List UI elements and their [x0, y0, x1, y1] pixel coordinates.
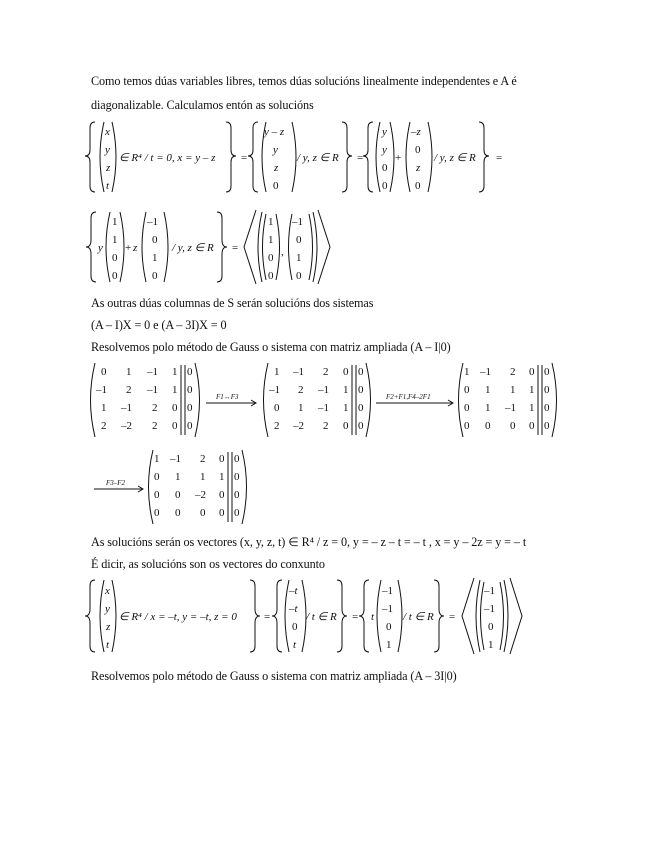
matrix-entry: 1 — [200, 471, 206, 483]
matrix-entry: 1 — [510, 384, 516, 396]
matrix-bracket — [263, 214, 267, 280]
row-operation-label: F2+F1,F4–2F1 — [386, 393, 431, 401]
vector-entry: x — [105, 585, 110, 597]
matrix-entry: 0 — [219, 453, 225, 465]
vector-entry: 1 — [112, 216, 118, 228]
matrix-bracket — [292, 122, 296, 192]
matrix-entry: 0 — [358, 420, 364, 432]
vector-entry: 1 — [268, 234, 274, 246]
vector-entry: 0 — [386, 621, 392, 633]
matrix-entry: 0 — [187, 420, 193, 432]
vector-entry: 0 — [268, 270, 274, 282]
vector-entry: –1 — [484, 603, 495, 615]
set-brace-open — [248, 122, 258, 192]
paragraph-set-of-vectors: É dicir, as solucións son os vectores do conxunto — [91, 557, 325, 571]
set-condition: / t ∈ R — [403, 611, 434, 623]
matrix-entry: –2 — [293, 420, 304, 432]
set-brace-close — [217, 212, 227, 282]
matrix-bracket — [106, 212, 110, 282]
matrix-bracket — [377, 580, 381, 652]
plus-sign: + — [125, 242, 132, 254]
matrix-entry: 2 — [510, 366, 516, 378]
coefficient: t — [371, 611, 375, 623]
vector-entry: 0 — [268, 252, 274, 264]
set-condition: / t ∈ R — [306, 611, 337, 623]
matrix-entry: 2 — [323, 366, 329, 378]
matrix-entry: 0 — [464, 420, 470, 432]
matrix-entry: 0 — [154, 507, 160, 519]
vector-entry: 0 — [152, 270, 158, 282]
coefficient: y — [98, 242, 103, 254]
vector-entry: t — [106, 639, 110, 651]
gauss-elimination-row-1 — [91, 363, 557, 437]
matrix-entry: 0 — [544, 384, 550, 396]
matrix-entry: 0 — [234, 507, 240, 519]
matrix-bracket — [195, 363, 200, 437]
set-brace-open — [85, 580, 95, 652]
matrix-entry: 0 — [154, 489, 160, 501]
matrix-entry: 0 — [234, 489, 240, 501]
vector-entry: 1 — [268, 216, 274, 228]
angle-bracket-open — [462, 578, 474, 654]
vector-entry: 0 — [112, 252, 118, 264]
matrix-bracket — [390, 122, 394, 192]
matrix-entry: 1 — [343, 402, 349, 414]
set-condition: / y, z ∈ R — [172, 242, 214, 254]
vector-entry: –t — [289, 603, 298, 615]
equation-solution-set-lambda3 — [85, 122, 502, 192]
matrix-bracket — [406, 122, 410, 192]
row-operation-label: F1↔F3 — [216, 393, 239, 401]
equation-basis-span — [86, 210, 330, 284]
matrix-entry: 0 — [464, 384, 470, 396]
matrix-entry: 0 — [529, 420, 535, 432]
set-brace-close — [479, 122, 489, 192]
matrix-entry: –1 — [121, 402, 132, 414]
matrix-entry: 2 — [200, 453, 206, 465]
set-brace-close — [342, 122, 352, 192]
matrix-entry: 1 — [172, 384, 178, 396]
paragraph-free-variables: Como temos dúas variables libres, temos dúas solucións linealmente independentes e A é — [91, 74, 517, 88]
set-brace-close — [337, 580, 347, 652]
matrix-entry: 0 — [234, 453, 240, 465]
vector-entry: y — [105, 144, 110, 156]
angle-bracket-close — [318, 210, 330, 284]
set-brace-open — [363, 122, 373, 192]
matrix-entry: 1 — [529, 384, 535, 396]
matrix-entry: –1 — [147, 366, 158, 378]
vector-entry: 0 — [292, 621, 298, 633]
equation-solution-set-lambda1 — [85, 578, 522, 654]
matrix-bracket — [142, 212, 146, 282]
paragraph-other-columns: As outras dúas columnas de S serán solucións dos sistemas — [91, 296, 374, 310]
matrix-bracket — [476, 580, 480, 652]
vector-entry: 0 — [488, 621, 494, 633]
vector-entry: y — [382, 126, 387, 138]
set-condition: / y, z ∈ R — [434, 152, 476, 164]
matrix-entry: 1 — [126, 366, 132, 378]
matrix-bracket — [149, 450, 154, 524]
set-brace-close — [250, 580, 260, 652]
matrix-bracket — [428, 122, 432, 192]
matrix-entry: 2 — [323, 420, 329, 432]
matrix-entry: 0 — [187, 402, 193, 414]
matrix-bracket — [100, 122, 104, 192]
matrix-entry: 2 — [152, 402, 158, 414]
matrix-entry: 0 — [358, 384, 364, 396]
matrix-entry: 1 — [219, 471, 225, 483]
vector-entry: 0 — [152, 234, 158, 246]
vector-entry: 0 — [112, 270, 118, 282]
comma-separator: , — [281, 246, 284, 258]
matrix-bracket — [313, 212, 317, 282]
matrix-bracket — [242, 450, 247, 524]
set-brace-open — [86, 212, 96, 282]
equals-sign: = — [449, 611, 456, 623]
matrix-bracket — [500, 582, 504, 650]
vector-entry: –1 — [484, 585, 495, 597]
matrix-bracket — [376, 122, 380, 192]
matrix-bracket — [459, 363, 464, 437]
matrix-entry: 0 — [101, 366, 107, 378]
gauss-elimination-row-2 — [94, 450, 247, 524]
equals-sign: = — [352, 611, 359, 623]
matrix-entry: 1 — [343, 384, 349, 396]
vector-entry: 0 — [296, 234, 302, 246]
matrix-entry: –1 — [96, 384, 107, 396]
matrix-entry: 0 — [175, 507, 181, 519]
coefficient: z — [133, 242, 138, 254]
vector-entry: –1 — [382, 585, 393, 597]
matrix-entry: 1 — [485, 384, 491, 396]
matrix-entry: –1 — [293, 366, 304, 378]
set-condition: / y, z ∈ R — [297, 152, 339, 164]
vector-entry: 0 — [296, 270, 302, 282]
matrix-entry: 2 — [152, 420, 158, 432]
matrix-entry: –1 — [480, 366, 491, 378]
angle-bracket-open — [244, 210, 256, 284]
matrix-entry: 0 — [343, 366, 349, 378]
matrix-entry: –2 — [121, 420, 132, 432]
matrix-entry: –1 — [170, 453, 181, 465]
matrix-entry: –2 — [195, 489, 206, 501]
matrix-entry: 2 — [101, 420, 107, 432]
paragraph-diagonalizable: diagonalizable. Calculamos entón as solucións — [91, 98, 314, 112]
vector-entry: 1 — [386, 639, 392, 651]
matrix-entry: 0 — [358, 402, 364, 414]
vector-entry: –1 — [147, 216, 158, 228]
vector-entry: 1 — [112, 234, 118, 246]
row-operation-label: F3–F2 — [106, 479, 126, 487]
matrix-entry: 0 — [544, 420, 550, 432]
matrix-entry: –1 — [318, 384, 329, 396]
vector-entry: t — [293, 639, 297, 651]
matrix-entry: 1 — [464, 366, 470, 378]
paragraph-gauss-a-minus-i: Resolvemos polo método de Gauss o sistema con matriz ampliada (A – I|0) — [91, 340, 451, 354]
matrix-bracket — [100, 580, 104, 652]
matrix-entry: 0 — [510, 420, 516, 432]
vector-entry: 0 — [273, 180, 279, 192]
matrix-bracket — [552, 363, 557, 437]
set-brace-close — [434, 580, 444, 652]
matrix-entry: 0 — [219, 507, 225, 519]
plus-sign: + — [395, 152, 402, 164]
vector-entry: 0 — [382, 162, 388, 174]
matrix-entry: 0 — [172, 420, 178, 432]
equals-sign: = — [357, 152, 364, 164]
matrix-bracket — [120, 212, 124, 282]
matrix-entry: –1 — [505, 402, 516, 414]
vector-entry: z — [274, 162, 279, 174]
matrix-bracket — [258, 212, 262, 282]
equals-sign: = — [264, 611, 271, 623]
matrix-entry: 0 — [274, 402, 280, 414]
matrix-bracket — [112, 580, 116, 652]
matrix-entry: 0 — [154, 471, 160, 483]
vector-entry: –t — [289, 585, 298, 597]
vector-entry: z — [106, 162, 111, 174]
matrix-entry: 0 — [175, 489, 181, 501]
vector-entry: x — [105, 126, 110, 138]
matrix-entry: 2 — [298, 384, 304, 396]
matrix-entry: 1 — [274, 366, 280, 378]
matrix-entry: 0 — [172, 402, 178, 414]
matrix-entry: –1 — [147, 384, 158, 396]
matrix-entry: 0 — [464, 402, 470, 414]
matrix-bracket — [164, 212, 168, 282]
vector-entry: –1 — [382, 603, 393, 615]
matrix-entry: 1 — [485, 402, 491, 414]
vector-entry: 1 — [296, 252, 302, 264]
vector-entry: 0 — [415, 144, 421, 156]
matrix-bracket — [398, 580, 402, 652]
set-condition: ∈ R⁴ / t = 0, x = y – z — [119, 152, 216, 164]
matrix-entry: 0 — [343, 420, 349, 432]
set-brace-open — [85, 122, 95, 192]
angle-bracket-close — [510, 578, 522, 654]
matrix-entry: 1 — [172, 366, 178, 378]
matrix-entry: 0 — [529, 366, 535, 378]
matrix-bracket — [276, 214, 280, 280]
set-condition: ∈ R⁴ / x = –t, y = –t, z = 0 — [119, 611, 237, 623]
matrix-bracket — [91, 363, 96, 437]
matrix-entry: 1 — [154, 453, 160, 465]
equals-sign: = — [232, 242, 239, 254]
set-brace-close — [226, 122, 236, 192]
matrix-entry: 1 — [101, 402, 107, 414]
paragraph-solutions-vectors: As solucións serán os vectores (x, y, z, t) ∈ R⁴ / z = 0, y = – z – t = – t , x = y – 2z = y = – t — [91, 535, 527, 549]
matrix-entry: 0 — [358, 366, 364, 378]
vector-entry: –z — [411, 126, 421, 138]
matrix-entry: 0 — [234, 471, 240, 483]
equals-sign: = — [496, 152, 503, 164]
matrix-entry: –1 — [318, 402, 329, 414]
equals-sign: = — [241, 152, 248, 164]
set-brace-open — [359, 580, 369, 652]
matrix-entry: 2 — [274, 420, 280, 432]
matrix-bracket — [309, 214, 313, 280]
vector-entry: y — [273, 144, 278, 156]
matrix-entry: 1 — [529, 402, 535, 414]
matrix-bracket — [366, 363, 371, 437]
matrix-bracket — [264, 363, 269, 437]
vector-entry: 1 — [152, 252, 158, 264]
matrix-bracket — [504, 580, 508, 652]
matrix-bracket — [112, 122, 116, 192]
vector-entry: y – z — [264, 126, 285, 138]
set-brace-open — [272, 580, 282, 652]
vector-entry: 1 — [488, 639, 494, 651]
vector-entry: t — [106, 180, 110, 192]
vector-entry: –1 — [292, 216, 303, 228]
matrix-entry: 2 — [126, 384, 132, 396]
vector-entry: z — [106, 621, 111, 633]
vector-entry: 0 — [415, 180, 421, 192]
matrix-entry: 0 — [187, 366, 193, 378]
matrix-entry: 0 — [544, 366, 550, 378]
matrix-entry: 0 — [544, 402, 550, 414]
vector-entry: z — [416, 162, 421, 174]
matrix-entry: 1 — [298, 402, 304, 414]
matrix-entry: 0 — [219, 489, 225, 501]
matrix-entry: –1 — [269, 384, 280, 396]
paragraph-gauss-a-minus-3i: Resolvemos polo método de Gauss o sistema con matriz ampliada (A – 3I|0) — [91, 669, 457, 683]
matrix-entry: 0 — [485, 420, 491, 432]
matrix-entry: 0 — [187, 384, 193, 396]
matrix-entry: 1 — [175, 471, 181, 483]
paragraph-systems: (A – I)X = 0 e (A – 3I)X = 0 — [91, 318, 227, 332]
vector-entry: y — [382, 144, 387, 156]
vector-entry: 0 — [382, 180, 388, 192]
matrix-entry: 0 — [200, 507, 206, 519]
vector-entry: y — [105, 603, 110, 615]
